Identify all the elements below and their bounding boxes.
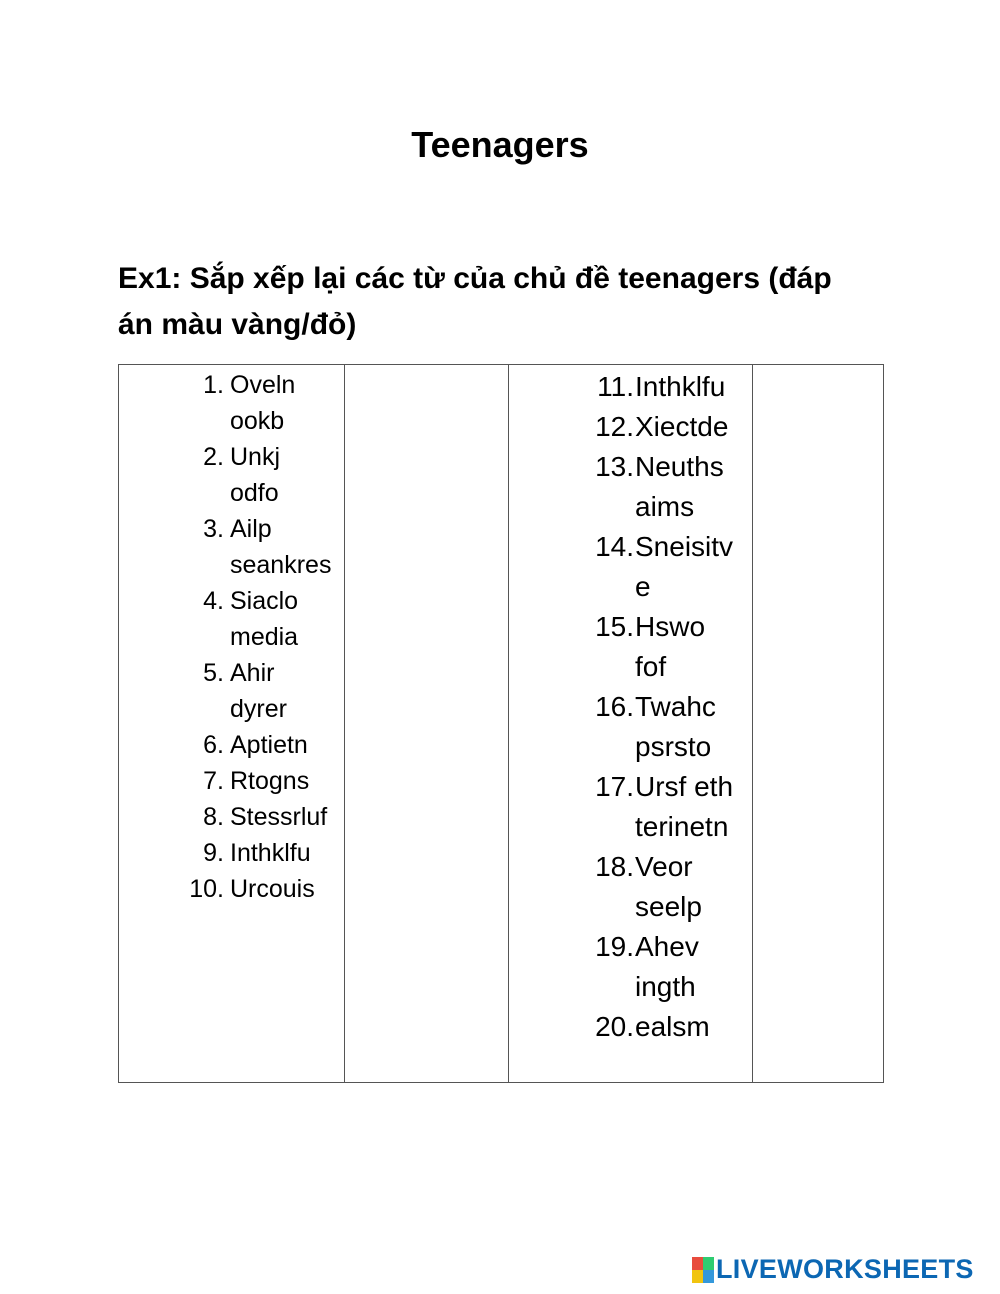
list-item-word: Rtogns (230, 767, 310, 795)
right-word-list (509, 365, 752, 1047)
liveworksheets-logo (692, 1254, 974, 1285)
list-item-word: Oveln (230, 371, 296, 399)
list-item-number (509, 967, 635, 1007)
list-item-number (509, 807, 635, 847)
exercise-heading (118, 256, 878, 348)
list-item-number: 12. (595, 411, 634, 442)
list-item-number: 6. (203, 731, 224, 759)
list-item (509, 527, 752, 567)
list-item-number: 20. (595, 1011, 634, 1042)
list-item-word: Veor (635, 851, 693, 882)
logo-square (692, 1270, 703, 1283)
list-item-word: ookb (230, 407, 285, 435)
list-item-word: Ahir (230, 659, 275, 687)
list-item-word: Stessrluf (230, 803, 328, 831)
list-item (509, 847, 752, 887)
logo-square (703, 1257, 714, 1270)
exercise-heading-line-2: án màu vàng/đỏ) (118, 308, 357, 341)
exercise-heading-line-1: Ex1: Sắp xếp lại các từ của chủ đề teenagers (đáp (118, 262, 832, 295)
list-item (509, 367, 752, 407)
list-item-number (509, 647, 635, 687)
list-item-word: seelp (635, 891, 702, 922)
word-table (118, 364, 884, 1083)
list-item-number (509, 567, 635, 607)
list-item-continuation (509, 887, 752, 927)
list-item-number: 1. (203, 371, 224, 399)
list-item-number: 13. (595, 451, 634, 482)
list-item-continuation (119, 403, 344, 439)
list-item-word: Urcouis (230, 875, 315, 903)
list-item-word: Siaclo (230, 587, 299, 615)
list-item-number: 17. (595, 771, 634, 802)
list-item-continuation (509, 807, 752, 847)
list-item (509, 607, 752, 647)
list-item-number: 19. (595, 931, 634, 962)
list-item-number: 7. (203, 767, 224, 795)
list-item (509, 1007, 752, 1047)
list-item (119, 763, 344, 799)
list-item-word: Unkj (230, 443, 281, 471)
list-item-number (119, 403, 230, 439)
logo-square (703, 1270, 714, 1283)
logo-square (692, 1257, 703, 1270)
list-item (119, 439, 344, 475)
list-item-word: Hswo (635, 611, 706, 642)
list-item-word: odfo (230, 479, 279, 507)
list-item-continuation (509, 727, 752, 767)
list-item-number (119, 619, 230, 655)
list-item (119, 655, 344, 691)
list-item-continuation (119, 691, 344, 727)
list-item-word: ingth (635, 971, 696, 1002)
list-item-continuation (119, 547, 344, 583)
page-title: Teenagers (411, 124, 589, 165)
list-item (509, 767, 752, 807)
list-item-number: 15. (595, 611, 634, 642)
list-item-word: seankres (230, 551, 332, 579)
list-item-word: Inthklfu (635, 371, 726, 402)
list-item-number (119, 547, 230, 583)
list-item-word: Inthklfu (230, 839, 311, 867)
list-item-number (509, 887, 635, 927)
left-answer-cell[interactable] (345, 365, 509, 1083)
list-item (119, 871, 344, 907)
liveworksheets-icon (692, 1257, 714, 1283)
list-item-number: 16. (595, 691, 634, 722)
list-item-number (509, 487, 635, 527)
left-word-list (119, 365, 344, 907)
list-item-number: 4. (203, 587, 224, 615)
list-item-word: Aptietn (230, 731, 308, 759)
list-item-number: 18. (595, 851, 634, 882)
list-item-continuation (509, 567, 752, 607)
list-item (119, 583, 344, 619)
list-item-number (119, 475, 230, 511)
list-item (119, 727, 344, 763)
list-item-continuation (509, 967, 752, 1007)
list-item-number: 11. (597, 371, 634, 402)
list-item-word: fof (635, 651, 667, 682)
list-item-word: terinetn (635, 811, 729, 842)
list-item-number: 5. (203, 659, 224, 687)
list-item-word: Ursf eth (635, 771, 734, 802)
list-item-number (509, 727, 635, 767)
left-word-list-cell (119, 365, 345, 1083)
table-row (119, 365, 884, 1083)
list-item-continuation (509, 647, 752, 687)
list-item-word: media (230, 623, 299, 651)
list-item-word: aims (635, 491, 695, 522)
list-item-continuation (509, 487, 752, 527)
list-item (509, 447, 752, 487)
list-item-number: 14. (595, 531, 634, 562)
list-item-word: Ailp (230, 515, 272, 543)
list-item (509, 407, 752, 447)
list-item-number: 10. (189, 875, 224, 903)
list-item-word: Xiectde (635, 411, 729, 442)
list-item-word: Twahc (635, 691, 716, 722)
list-item-number: 8. (203, 803, 224, 831)
list-item-number: 2. (203, 443, 224, 471)
list-item (119, 799, 344, 835)
list-item-word: dyrer (230, 695, 287, 723)
list-item (119, 835, 344, 871)
list-item-word: Sneisitv (635, 531, 734, 562)
list-item-word: e (635, 571, 651, 602)
list-item-continuation (119, 619, 344, 655)
list-item (509, 927, 752, 967)
list-item-word: ealsm (635, 1011, 710, 1042)
list-item-continuation (119, 475, 344, 511)
list-item (119, 511, 344, 547)
liveworksheets-wordmark: LIVEWORKSHEETS (716, 1254, 974, 1284)
list-item (509, 687, 752, 727)
list-item (119, 367, 344, 403)
list-item-word: psrsto (635, 731, 712, 762)
list-item-number: 9. (203, 839, 224, 867)
right-answer-cell[interactable] (753, 365, 884, 1083)
list-item-word: Neuths (635, 451, 724, 482)
right-word-list-cell (509, 365, 753, 1083)
list-item-number: 3. (203, 515, 224, 543)
list-item-word: Ahev (635, 931, 699, 962)
list-item-number (119, 691, 230, 727)
